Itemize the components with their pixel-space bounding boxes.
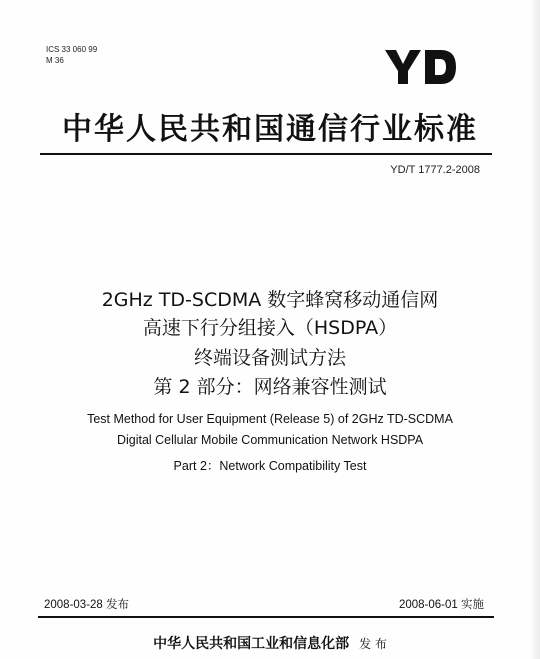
header-rule bbox=[40, 153, 492, 155]
footer-rule bbox=[38, 616, 494, 618]
standard-number: YD/T 1777.2-2008 bbox=[390, 164, 480, 176]
title-cn-line-2: 高速下行分组接入（HSDPA） bbox=[142, 317, 398, 339]
implementation-date: 2008-06-01 实施 bbox=[398, 599, 484, 611]
yd-logo-letter-d bbox=[425, 50, 456, 84]
title-cn-line-1: 2GHz TD-SCDMA 数字蜂窝移动通信网 bbox=[101, 289, 439, 311]
title-cn-line-3: 终端设备测试方法 bbox=[193, 347, 346, 369]
publisher-suffix: 发 布 bbox=[359, 637, 387, 651]
yd-logo bbox=[385, 48, 457, 86]
publisher-name: 中华人民共和国工业和信息化部 bbox=[153, 636, 350, 652]
issue-date: 2008-03-28 发布 bbox=[44, 599, 130, 611]
org-title: 中华人民共和国通信行业标准 bbox=[62, 112, 478, 147]
ics-code: ICS 33 060 99 bbox=[46, 45, 98, 54]
title-en-line-2: Digital Cellular Mobile Communication Network HSDPA bbox=[116, 433, 424, 447]
title-en-line-3: Part 2：Network Compatibility Test bbox=[173, 459, 367, 473]
title-en-line-1: Test Method for User Equipment (Release 5) of 2GHz TD-SCDMA bbox=[87, 412, 453, 426]
classification-codes bbox=[46, 44, 97, 66]
yd-logo-letter-y bbox=[385, 50, 421, 84]
class-code: M 36 bbox=[46, 56, 64, 65]
title-cn-line-4: 第 2 部分：网络兼容性测试 bbox=[153, 376, 387, 398]
publisher bbox=[0, 633, 540, 653]
